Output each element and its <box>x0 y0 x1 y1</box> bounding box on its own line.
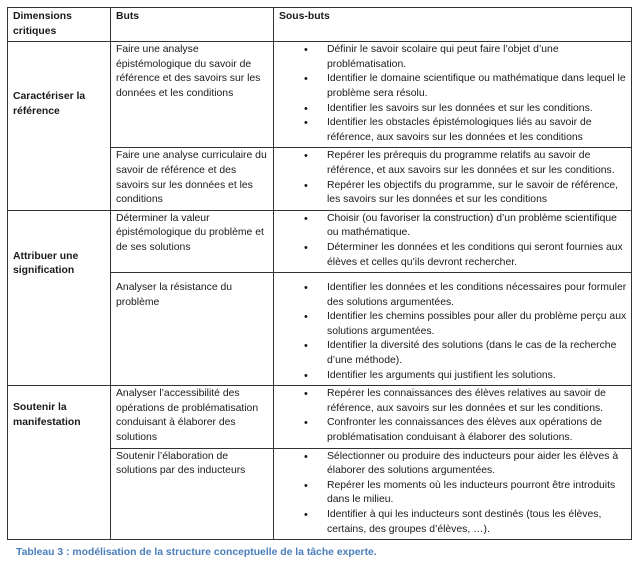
list-item: • Choisir (ou favoriser la construction) d’un problème scientifique ou mathématique. <box>304 212 617 239</box>
table-header-row <box>8 8 632 42</box>
bullet-icon: • <box>304 44 308 57</box>
list-item: • Identifier les chemins possibles pour aller du problème perçu aux solutions argumentées. <box>304 311 627 337</box>
bullet-icon: • <box>304 73 308 86</box>
but-cell: Analyser l’accessibilité des opérations de problématisation conduisant à élaborer des solutions <box>111 386 274 448</box>
sous-buts-cell <box>274 210 632 272</box>
list-item: • Identifier les savoirs sur les données et sur les conditions. <box>304 102 593 115</box>
sous-buts-list <box>279 149 627 207</box>
but-cell: Faire une analyse curriculaire du savoir de référence et des savoirs sur les données et les conditions <box>111 148 274 210</box>
bullet-icon: • <box>304 369 308 382</box>
bullet-icon: • <box>304 102 308 115</box>
bullet-icon: • <box>304 212 308 225</box>
list-item: • Identifier le domaine scientifique ou mathématique dans lequel le problème sera résolu. <box>304 73 626 99</box>
list-item: • Identifier les obstacles épistémologiques liés au savoir de référence, aux savoirs sur les données et les conditions <box>304 117 592 143</box>
table-caption: Tableau 3 : modélisation de la structure conceptuelle de la tâche experte. <box>16 547 377 558</box>
but-cell: Faire une analyse épistémologique du savoir de référence et des savoirs sur les données et les conditions <box>111 42 274 148</box>
bullet-icon: • <box>304 241 308 254</box>
list-item: • Identifier à qui les inducteurs sont destinés (tous les élèves, certains, des groupes d’élèves, …). <box>304 509 602 535</box>
sous-buts-list <box>279 387 627 445</box>
dimension-caracteriser: Caractériser la référence <box>8 42 111 211</box>
bullet-icon: • <box>304 340 308 353</box>
but-cell: Analyser la résistance du problème <box>111 273 274 386</box>
list-item: • Repérer les moments où les inducteurs pourront être introduits dans le milieu. <box>304 479 616 506</box>
header-dimensions: Dimensions critiques <box>8 8 111 42</box>
bullet-icon: • <box>304 150 308 163</box>
bullet-icon: • <box>304 179 308 192</box>
sous-buts-list <box>279 450 627 538</box>
list-item: • Identifier la diversité des solutions (dans le cas de la recherche d’une méthode). <box>304 340 617 367</box>
bullet-icon: • <box>304 417 308 430</box>
list-item: • Sélectionner ou produire des inducteurs pour aider les élèves à élaborer des solutions argumentées. <box>304 450 619 477</box>
sous-buts-cell <box>274 148 632 210</box>
header-buts: Buts <box>111 8 274 42</box>
table-row <box>8 210 632 272</box>
list-item: • Définir le savoir scolaire qui peut faire l’objet d’une problématisation. <box>304 44 559 70</box>
bullet-icon: • <box>304 311 308 324</box>
bullet-icon: • <box>304 479 308 492</box>
dimension-soutenir: Soutenir la manifestation <box>8 386 111 540</box>
bullet-icon: • <box>304 117 308 130</box>
bullet-icon: • <box>304 282 308 295</box>
list-item: • Identifier les données et les conditions nécessaires pour formuler des solutions argumentées. <box>304 282 627 308</box>
list-item: • Repérer les objectifs du programme, sur le savoir de référence, les savoirs sur les données et sur les conditions <box>304 179 619 206</box>
dimension-attribuer: Attribuer une signification <box>8 210 111 386</box>
table-row <box>8 42 632 148</box>
list-item: • Déterminer les données et les conditions qui seront fournies aux élèves et celles qu’ils devront rechercher. <box>304 241 623 268</box>
sous-buts-list <box>279 212 627 270</box>
but-cell: Déterminer la valeur épistémologique du problème et de ses solutions <box>111 210 274 272</box>
sous-buts-cell <box>274 386 632 448</box>
concept-structure-table <box>7 7 632 540</box>
but-cell: Soutenir l’élaboration de solutions par des inducteurs <box>111 448 274 540</box>
header-sous-buts: Sous-buts <box>274 8 632 42</box>
sous-buts-cell <box>274 448 632 540</box>
table-row <box>8 386 632 448</box>
sous-buts-cell <box>274 273 632 386</box>
sous-buts-list <box>279 43 627 145</box>
list-item: • Identifier les arguments qui justifient les solutions. <box>304 369 556 382</box>
list-item: • Repérer les connaissances des élèves relatives au savoir de référence, aux savoirs sur les données et sur les conditions. <box>304 388 606 414</box>
sous-buts-cell <box>274 42 632 148</box>
list-item: • Repérer les prérequis du programme relatifs au savoir de référence, et aux savoirs sur les données et sur les conditions. <box>304 150 615 176</box>
bullet-icon: • <box>304 388 308 401</box>
sous-buts-list <box>279 281 627 383</box>
bullet-icon: • <box>304 509 308 521</box>
list-item: • Confronter les connaissances des élèves aux opérations de problématisation conduisant à élaborer des solutions. <box>304 417 602 444</box>
bullet-icon: • <box>304 450 308 463</box>
